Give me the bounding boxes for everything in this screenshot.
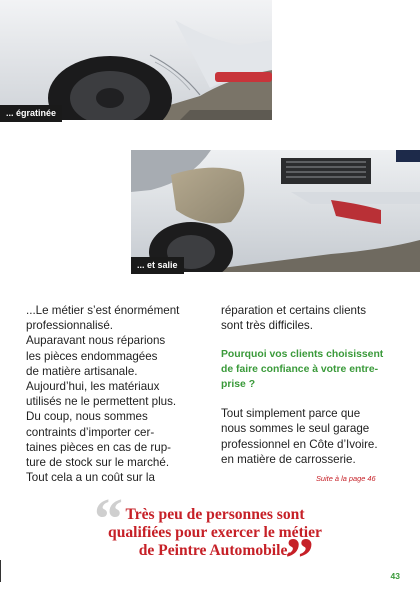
body-line: professionnel en Côte d’Ivoire. bbox=[221, 437, 378, 451]
body-line: sont très difficiles. bbox=[221, 319, 313, 333]
photo-caption: ... égratinée bbox=[0, 105, 62, 122]
body-line: contraints d’importer cer- bbox=[26, 425, 155, 439]
body-line: Aujourd’hui, les matériaux bbox=[26, 380, 160, 394]
body-line: de matière artisanale. bbox=[26, 364, 138, 378]
photo-scratched-car bbox=[0, 0, 272, 120]
photo-caption: ... et salie bbox=[131, 257, 184, 274]
body-line: Tout cela a un coût sur la bbox=[26, 471, 155, 485]
page-number: 43 bbox=[390, 571, 400, 581]
body-line: Tout simplement parce que bbox=[221, 407, 361, 421]
continued-note: Suite à la page 46 bbox=[316, 474, 376, 483]
close-quote-mark: ” bbox=[285, 526, 314, 591]
photo-dirty-bumper bbox=[131, 150, 420, 272]
body-line: taines pièces en cas de rup- bbox=[26, 440, 172, 454]
body-line: ture de stock sur le marché. bbox=[26, 456, 170, 470]
quote-line: Très peu de personnes sont bbox=[125, 506, 305, 523]
open-quote-mark: “ bbox=[94, 486, 123, 551]
interview-question: de faire confiance à votre entre- bbox=[221, 364, 379, 375]
body-line: utilisés ne le permettent plus. bbox=[26, 395, 177, 409]
body-line: nous sommes le seul garage bbox=[221, 422, 370, 436]
interview-question: Pourquoi vos clients choisissent bbox=[221, 349, 384, 361]
interview-question: prise ? bbox=[221, 378, 256, 390]
quote-line: qualifiées pour exercer le métier bbox=[108, 524, 322, 541]
pull-quote bbox=[80, 486, 350, 591]
page-edge-mark bbox=[0, 560, 1, 582]
body-line: professionnalisé. bbox=[26, 319, 114, 333]
quote-line: de Peintre Automobile. bbox=[138, 542, 292, 559]
body-line: Du coup, nous sommes bbox=[26, 410, 148, 424]
body-line: les pièces endommagées bbox=[26, 349, 158, 363]
body-line: réparation et certains clients bbox=[221, 304, 366, 317]
body-line: ...Le métier s’est énormément bbox=[26, 304, 180, 317]
left-column bbox=[26, 303, 201, 485]
body-line: Auparavant nous réparions bbox=[26, 334, 166, 348]
body-line: en matière de carrosserie. bbox=[221, 452, 356, 466]
right-column bbox=[221, 303, 406, 467]
